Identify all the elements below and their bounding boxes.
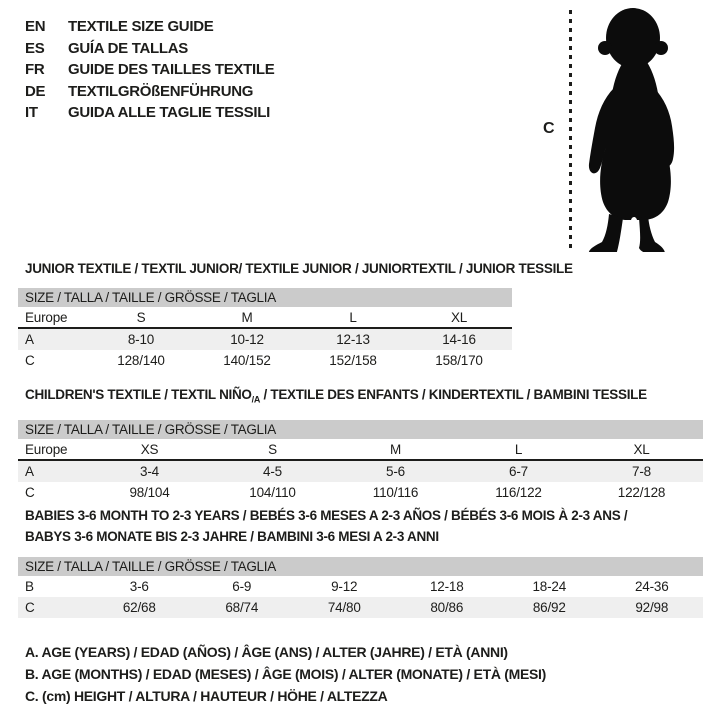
row-label: C (25, 600, 35, 615)
table-row (18, 576, 703, 597)
table-cell: 14-16 (442, 332, 476, 347)
title-text: / TEXTILE DES ENFANTS / KINDERTEXTIL / BAMBINI TESSILE (260, 387, 647, 402)
row-label: C (25, 484, 35, 500)
table-cell: 3-4 (140, 463, 159, 479)
row-label: Europe (25, 310, 68, 325)
language-code: FR (25, 61, 45, 78)
table-cell: S (268, 441, 277, 457)
table-cell: 104/110 (249, 484, 296, 500)
row-label: Europe (25, 441, 68, 457)
title-line: BABYS 3-6 MONATE BIS 2-3 JAHRE / BAMBINI 3-6 MESI A 2-3 ANNI (25, 529, 439, 544)
row-label: A (25, 332, 34, 347)
table-cell: 116/122 (495, 484, 542, 500)
size-header-bar: SIZE / TALLA / TAILLE / GRÖSSE / TAGLIA (18, 557, 703, 576)
table-cell: 6-9 (232, 579, 252, 594)
toddler-silhouette-icon (579, 6, 691, 252)
language-name: GUIDA ALLE TAGLIE TESSILI (68, 104, 270, 121)
table-cell: 98/104 (129, 484, 170, 500)
height-measure-label: C (543, 120, 555, 137)
note-line: A. AGE (YEARS) / EDAD (AÑOS) / ÂGE (ANS) / ALTER (JAHRE) / ETÀ (ANNI) (25, 644, 508, 660)
table-cell: XL (633, 441, 650, 457)
table-cell: XS (140, 441, 159, 457)
title-text: CHILDREN'S TEXTILE / TEXTIL NIÑO (25, 387, 252, 402)
table-cell: 5-6 (386, 463, 405, 479)
notes (25, 641, 546, 707)
table-cell: 18-24 (532, 579, 567, 594)
language-name: GUÍA DE TALLAS (68, 39, 188, 57)
babies-size-table (18, 557, 703, 618)
table-cell: 12-13 (336, 332, 370, 347)
section-2 (18, 384, 703, 503)
table-cell: 24-36 (634, 579, 669, 594)
table-cell: 62/68 (122, 600, 156, 615)
table-cell: 4-5 (263, 463, 282, 479)
section-1 (18, 258, 573, 371)
table-cell: 68/74 (225, 600, 259, 615)
section-title (18, 258, 573, 279)
table-row (18, 350, 512, 371)
table-cell: 152/158 (329, 353, 377, 368)
row-label: A (25, 463, 34, 479)
table-cell: 74/80 (327, 600, 361, 615)
table-cell: 7-8 (632, 463, 651, 479)
table-cell: S (136, 310, 146, 325)
size-header-bar: SIZE / TALLA / TAILLE / GRÖSSE / TAGLIA (18, 288, 512, 307)
table-cell: XL (450, 310, 468, 325)
title-subscript: /A (251, 394, 261, 405)
language-name: GUIDE DES TAILLES TEXTILE (68, 61, 275, 78)
table-row (18, 461, 703, 482)
table-cell: L (349, 310, 357, 325)
table-row (18, 597, 703, 618)
table-row (18, 482, 703, 503)
table-cell: 140/152 (223, 353, 271, 368)
language-code: ES (25, 39, 45, 57)
table-row (18, 439, 703, 461)
title-line: BABIES 3-6 MONTH TO 2-3 YEARS / BEBÉS 3-6 MESES A 2-3 AÑOS / BÉBÉS 3-6 MOIS À 2-3 ANS / (25, 508, 628, 523)
junior-size-table (18, 288, 512, 371)
section-title (18, 384, 703, 411)
row-label: C (25, 353, 35, 368)
language-row (25, 59, 274, 81)
language-list (25, 16, 274, 124)
table-row (18, 307, 512, 329)
table-cell: L (514, 441, 523, 457)
table-cell: 3-6 (129, 579, 149, 594)
title-line: JUNIOR TEXTILE / TEXTIL JUNIOR/ TEXTILE JUNIOR / JUNIORTEXTIL / JUNIOR TESSILE (25, 261, 573, 276)
table-row (18, 329, 512, 350)
note-line: B. AGE (MONTHS) / EDAD (MESES) / ÂGE (MOIS) / ALTER (MONATE) / ETÀ (MESI) (25, 666, 546, 682)
size-header-bar: SIZE / TALLA / TAILLE / GRÖSSE / TAGLIA (18, 420, 703, 439)
table-rows (18, 307, 512, 371)
table-cell: 128/140 (117, 353, 165, 368)
language-code: IT (25, 104, 38, 121)
table-cell: 110/116 (372, 484, 419, 500)
table-cell: M (241, 310, 253, 325)
table-rows (18, 439, 703, 503)
height-reference-dotted-line (569, 10, 572, 250)
table-cell: 158/170 (435, 353, 483, 368)
language-name: TEXTILGRÖßENFÜHRUNG (68, 82, 254, 100)
table-rows (18, 576, 703, 618)
table-cell: 12-18 (429, 579, 464, 594)
section-title (18, 505, 703, 547)
language-row (25, 81, 274, 103)
language-code: EN (25, 18, 46, 35)
table-cell: 10-12 (230, 332, 264, 347)
row-label: B (25, 579, 34, 594)
language-row (25, 102, 274, 124)
children-size-table (18, 420, 703, 503)
table-cell: 92/98 (635, 600, 669, 615)
language-row (25, 38, 274, 60)
language-row (25, 16, 274, 38)
table-cell: 8-10 (127, 332, 155, 347)
note-line: C. (cm) HEIGHT / ALTURA / HAUTEUR / HÖHE / ALTEZZA (25, 688, 388, 704)
table-cell: M (389, 441, 402, 457)
language-code: DE (25, 82, 46, 100)
table-cell: 86/92 (532, 600, 566, 615)
table-cell: 6-7 (509, 463, 528, 479)
table-cell: 80/86 (430, 600, 464, 615)
table-cell: 9-12 (331, 579, 358, 594)
table-cell: 122/128 (617, 484, 666, 500)
section-3 (18, 505, 703, 618)
language-name: TEXTILE SIZE GUIDE (68, 18, 214, 35)
